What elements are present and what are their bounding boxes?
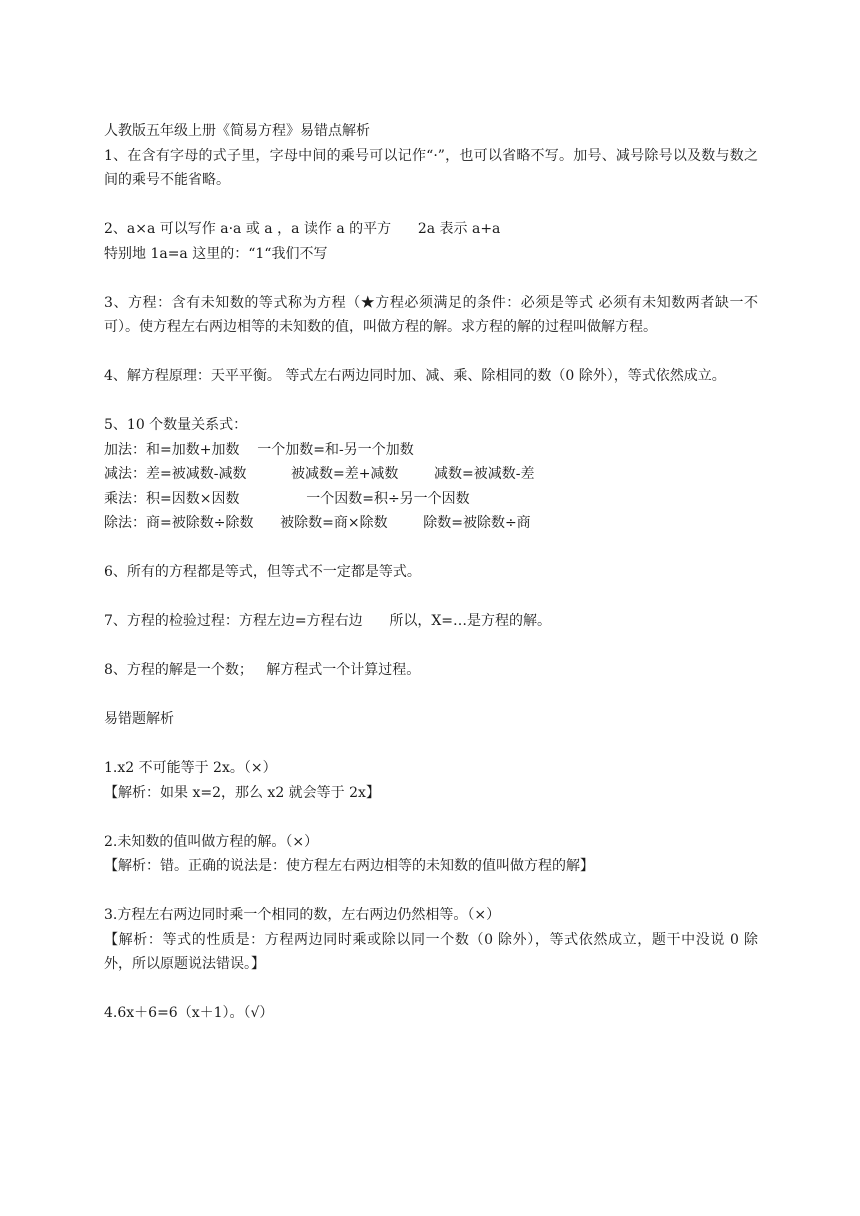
point-4: 4、解方程原理：天平平衡。 等式左右两边同时加、减、乘、除相同的数（0 除外），等式依然成立。 (104, 368, 726, 384)
question-2-analysis: 【解析：错。正确的说法是：使方程左右两边相等的未知数的值叫做方程的解】 (104, 858, 594, 874)
spacer (104, 805, 758, 830)
spacer (104, 732, 758, 757)
point-8: 8、方程的解是一个数； 解方程式一个计算过程。 (104, 662, 421, 678)
relation-subtraction: 减法：差=被减数-减数 被减数=差+减数 减数=被减数-差 (104, 466, 535, 482)
spacer (104, 879, 758, 904)
point-2-line-1: 2、a×a 可以写作 a·a 或 a ，a 读作 a 的平方 2a 表示 a+a (104, 221, 501, 237)
question-3-analysis: 【解析：等式的性质是：方程两边同时乘或除以同一个数（0 除外），等式依然成立，题干中没说 0 除外，所以原题说法错误。】 (104, 931, 758, 972)
point-2-line-2: 特别地 1a=a 这里的：“1“我们不写 (104, 245, 328, 262)
question-3: 3.方程左右两边同时乘一个相同的数，左右两边仍然相等。（×） (104, 907, 501, 923)
question-2: 2.未知数的值叫做方程的解。（×） (104, 833, 319, 850)
spacer (104, 389, 758, 414)
relation-addition: 加法：和=加数+加数 一个加数=和-另一个加数 (104, 441, 414, 458)
spacer (104, 266, 758, 291)
spacer (104, 536, 758, 561)
point-5-heading: 5、10 个数量关系式： (104, 417, 248, 433)
point-1: 1、在含有字母的式子里，字母中间的乘号可以记作“·”，也可以省略不写。加号、减号除号以及数与数之间的乘号不能省略。 (104, 147, 758, 188)
section-title: 易错题解析 (104, 711, 174, 727)
question-1: 1.x2 不可能等于 2x。（×） (104, 760, 277, 776)
document-page (104, 119, 758, 1026)
document-title: 人教版五年级上册《简易方程》易错点解析 (104, 123, 370, 139)
point-6: 6、所有的方程都是等式，但等式不一定都是等式。 (104, 564, 421, 580)
question-1-analysis: 【解析：如果 x=2，那么 x2 就会等于 2x】 (104, 784, 380, 801)
spacer (104, 634, 758, 659)
point-7: 7、方程的检验过程：方程左边=方程右边 所以，X=…是方程的解。 (104, 613, 552, 629)
spacer (104, 683, 758, 708)
point-3: 3、方程：含有未知数的等式称为方程（★方程必须满足的条件：必须是等式 必须有未知数两者缺一不可）。使方程左右两边相等的未知数的值，叫做方程的解。求方程的解的过程叫做解方程。 (104, 294, 758, 335)
relation-division: 除法：商=被除数÷除数 被除数=商×除数 除数=被除数÷商 (104, 515, 531, 531)
relation-multiplication: 乘法：积=因数×因数 一个因数=积÷另一个因数 (104, 490, 470, 507)
spacer (104, 193, 758, 218)
spacer (104, 585, 758, 610)
spacer (104, 340, 758, 365)
spacer (104, 977, 758, 1002)
question-4: 4.6x＋6=6（x＋1）。（√） (104, 1005, 274, 1021)
